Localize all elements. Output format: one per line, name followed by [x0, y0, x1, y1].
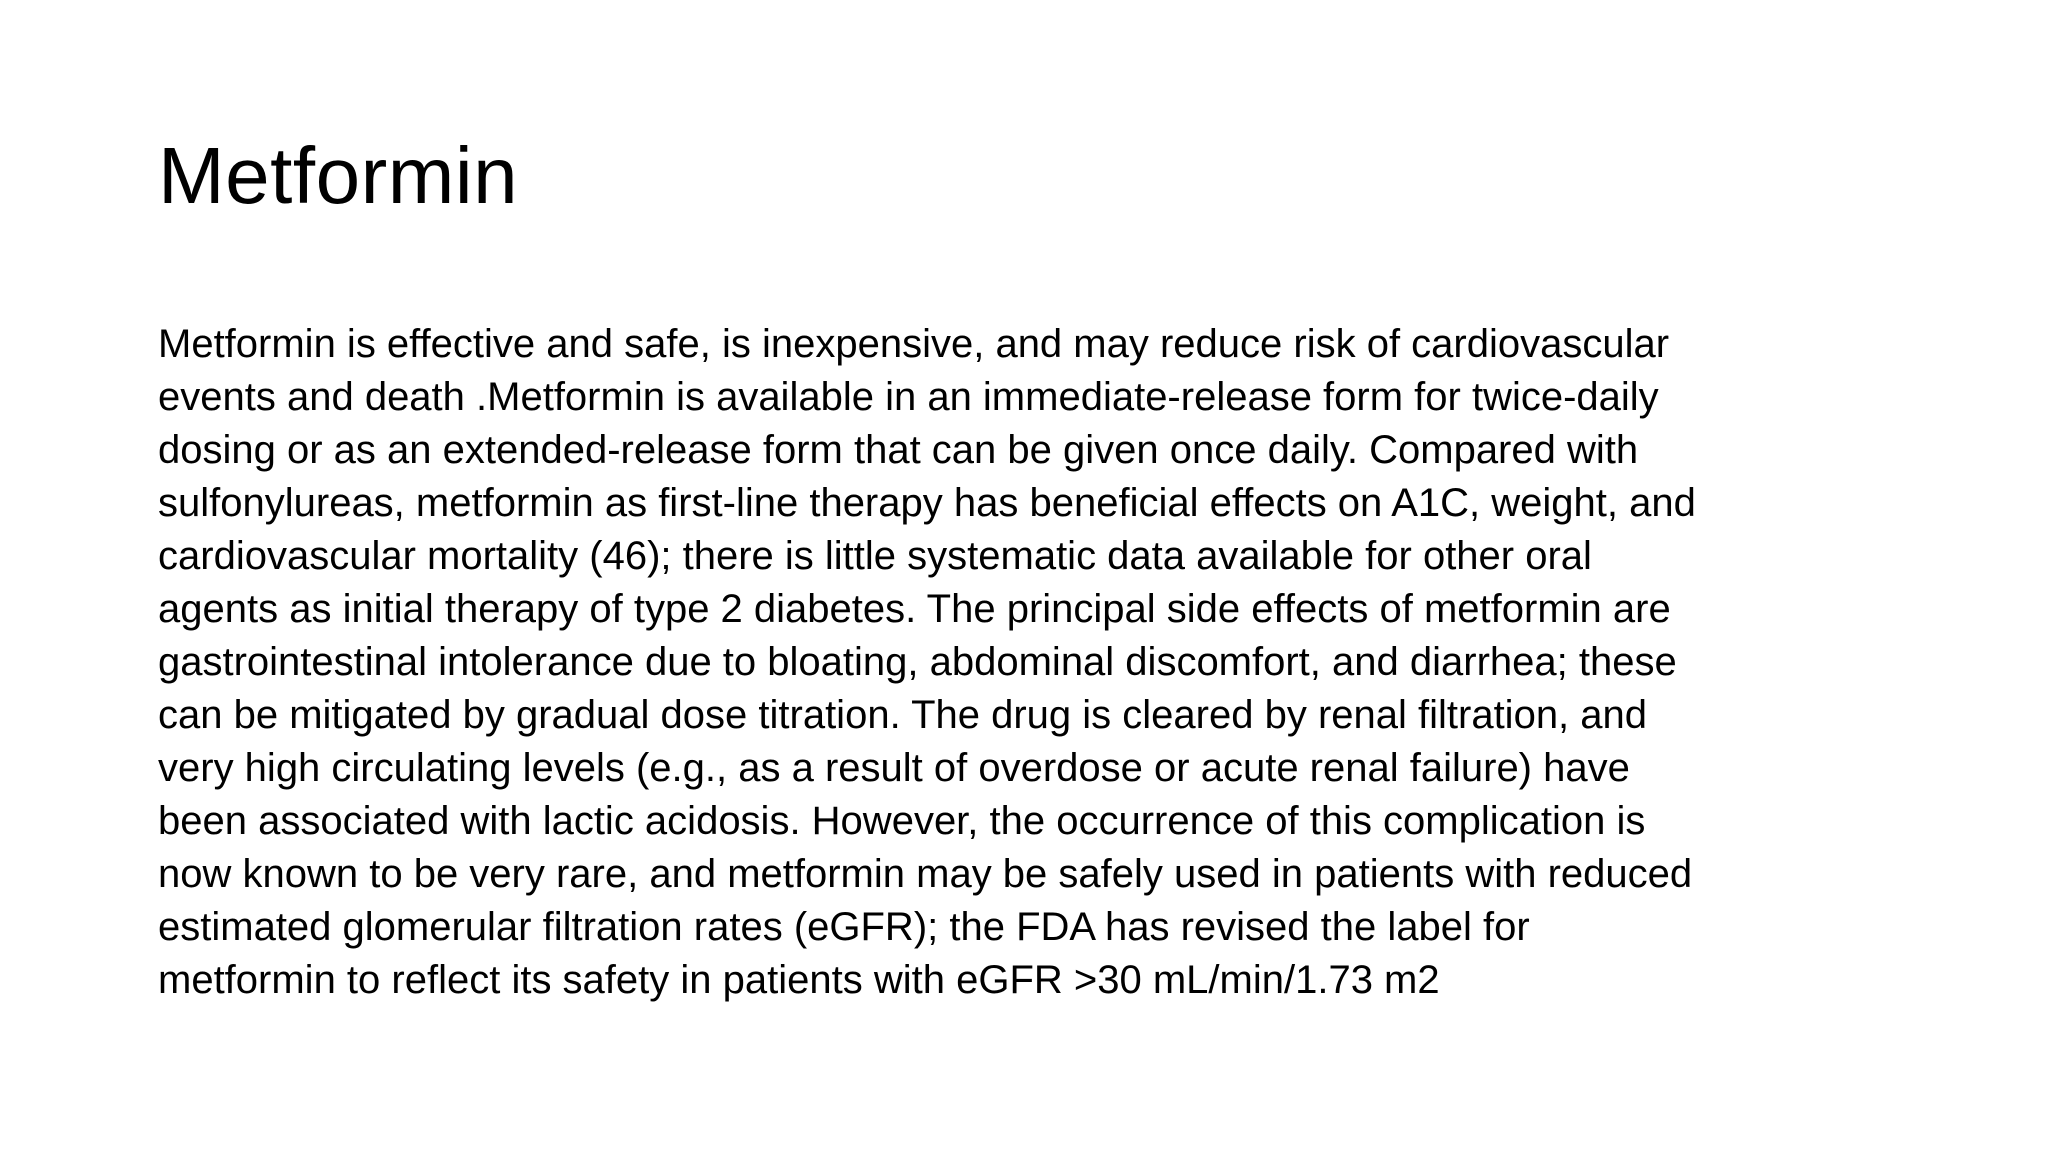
- body-line: very high circulating levels (e.g., as a result of overdose or acute renal failure) have: [158, 746, 1630, 790]
- body-line: now known to be very rare, and metformin may be safely used in patients with reduced: [158, 852, 1693, 896]
- body-line: gastrointestinal intolerance due to bloating, abdominal discomfort, and diarrhea; these: [158, 640, 1677, 684]
- body-line: can be mitigated by gradual dose titration. The drug is cleared by renal filtration, and: [158, 693, 1648, 737]
- body-line: Metformin is effective and safe, is inexpensive, and may reduce risk of cardiovascular: [158, 322, 1670, 366]
- slide-title: Metformin: [158, 131, 519, 220]
- body-line: estimated glomerular filtration rates (eGFR); the FDA has revised the label for: [158, 905, 1530, 949]
- body-line: metformin to reflect its safety in patients with eGFR >30 mL/min/1.73 m2: [158, 958, 1440, 1002]
- slide-body: [158, 318, 1918, 1007]
- body-line: events and death .Metformin is available in an immediate-release form for twice-daily: [158, 375, 1659, 419]
- body-line: dosing or as an extended-release form that can be given once daily. Compared with: [158, 428, 1639, 472]
- body-line: sulfonylureas, metformin as first-line therapy has beneficial effects on A1C, weight, and: [158, 481, 1696, 525]
- body-line: agents as initial therapy of type 2 diabetes. The principal side effects of metformin are: [158, 587, 1671, 631]
- body-line: been associated with lactic acidosis. However, the occurrence of this complication is: [158, 799, 1646, 843]
- body-line: cardiovascular mortality (46); there is little systematic data available for other oral: [158, 534, 1592, 578]
